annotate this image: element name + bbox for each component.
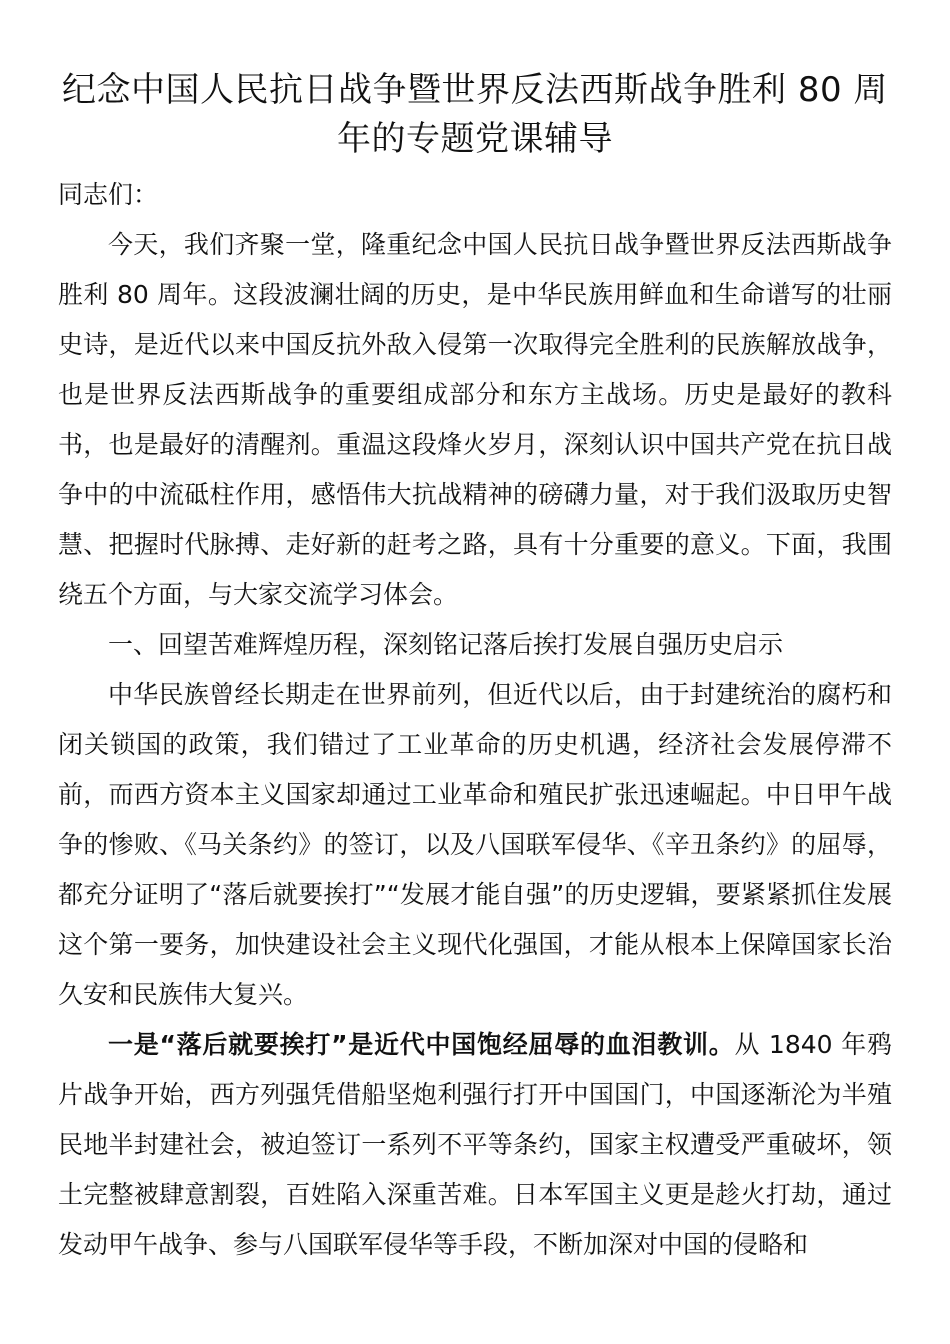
point-1-lead: 一是“落后就要挨打”是近代中国饱经屈辱的血泪教训。 — [108, 1030, 735, 1059]
point-1-body: 从 1840 年鸦片战争开始，西方列强凭借船坚炮利强行打开中国国门，中国逐渐沦为半殖民地半封建社会，被迫签订一系列不平等条约，国家主权遭受严重破坏，领土完整被肆意割裂，百姓陷入深重苦难。日本军国主义更是趁火打劫，通过发动甲午战争、参与八国联军侵华等手段，不断加深对中国的侵略和 — [58, 1030, 892, 1259]
section-1-paragraph: 中华民族曾经长期走在世界前列，但近代以后，由于封建统治的腐朽和闭关锁国的政策，我们错过了工业革命的历史机遇，经济社会发展停滞不前，而西方资本主义国家却通过工业革命和殖民扩张迅速崛起。中日甲午战争的惨败、《马关条约》的签订，以及八国联军侵华、《辛丑条约》的屈辱，都充分证明了“落后就要挨打”“发展才能自强”的历史逻辑，要紧紧抓住发展这个第一要务，加快建设社会主义现代化强国，才能从根本上保障国家长治久安和民族伟大复兴。 — [58, 680, 892, 1009]
document-title: 纪念中国人民抗日战争暨世界反法西斯战争胜利 80 周年的专题党课辅导 — [62, 70, 888, 159]
section-1-heading: 一、回望苦难辉煌历程，深刻铭记落后挨打发展自强历史启示 — [108, 630, 784, 659]
salutation: 同志们： — [58, 180, 159, 209]
point-1-paragraph — [58, 1020, 892, 1270]
intro-paragraph: 今天，我们齐聚一堂，隆重纪念中国人民抗日战争暨世界反法西斯战争胜利 80 周年。这段波澜壮阔的历史，是中华民族用鲜血和生命谱写的壮丽史诗，是近代以来中国反抗外敌入侵第一次取得完全胜利的民族解放战争，也是世界反法西斯战争的重要组成部分和东方主战场。历史是最好的教科书，也是最好的清醒剂。重温这段烽火岁月，深刻认识中国共产党在抗日战争中的中流砥柱作用，感悟伟大抗战精神的磅礴力量，对于我们汲取历史智慧、把握时代脉搏、走好新的赶考之路，具有十分重要的意义。下面，我围绕五个方面，与大家交流学习体会。 — [58, 230, 892, 609]
